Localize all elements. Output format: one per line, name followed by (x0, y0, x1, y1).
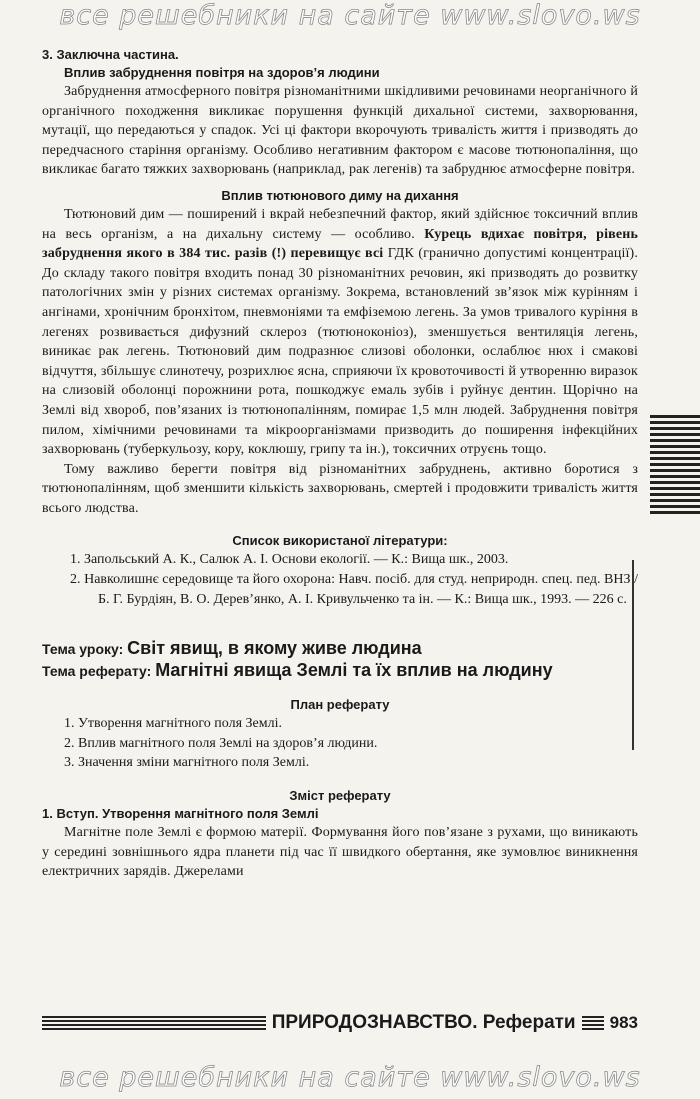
reference-item: 1. Запольський А. К., Салюк А. І. Основи екології. — К.: Вища шк., 2003. (70, 552, 509, 568)
reference-item: 2. Навколишнє середовище та його охорона: Навч. посіб. для студ. неприродн. спец. пед. ВНЗ / Б. Г. Бурдіян, В. О. Дерев’янко, А. І. Кривульченко та ін. — К.: Вища шк., 1993. — 226 с. (70, 572, 638, 607)
footer-stripes-right (582, 1016, 604, 1030)
paragraph-text: Тютюновий дим — поширений і вкрай небезпечний фактор, який здійснює токсичний вплив на весь організм, а на дихальну систему — особливо. (42, 206, 638, 242)
plan-item: 1. Утворення магнітного поля Землі. (64, 716, 282, 732)
page-number: 983 (609, 1013, 638, 1032)
plan-item: 2. Вплив магнітного поля Землі на здоров’я людини. (64, 735, 378, 751)
paragraph-bold-text: Курець вдихає повітря, рівень забруднення якого в 384 тис. разів (!) перевищує всі (42, 226, 638, 262)
lesson-topic-label: Тема уроку: (42, 641, 128, 658)
section-heading: 3. Заключна частина. (42, 47, 179, 62)
essay-topic (42, 660, 638, 682)
lesson-topic-value: Світ явищ, в якому живе людина (127, 638, 422, 659)
side-thumb-tab (650, 415, 700, 515)
plan-item: 3. Значення зміни магнітного поля Землі. (64, 755, 310, 771)
watermark-top: все решебники на сайте www.slovo.ws (59, 0, 641, 31)
content-title: Зміст реферату (289, 788, 391, 804)
page-content (42, 46, 638, 882)
footer-stripes-left (42, 1016, 266, 1030)
subsection-heading: Вплив тютюнового диму на дихання (221, 187, 459, 203)
lesson-topic (42, 638, 638, 660)
paragraph: Тому важливо берегти повітря від різноманітних забруднень, активно боротися з тютюнопалінням, щоб зменшити кількість захворювань, смертей і продовжити тривалість життя всього людства. (42, 461, 638, 516)
page-footer (42, 1010, 638, 1036)
paragraph: Магнітне поле Землі є формою матерії. Формування його пов’язане з рухами, що виникають у середині зовнішнього ядра планети під час її швидкого обертання, яке зумовлює виникнення електричних зарядів. Джерелами (42, 825, 638, 880)
footer-title: ПРИРОДОЗНАВСТВО. Реферати (271, 1012, 576, 1033)
section-subheading: Вплив забруднення повітря на здоров’я людини (64, 65, 380, 80)
watermark-bottom: все решебники на сайте www.slovo.ws (59, 1062, 641, 1093)
paragraph: Забруднення атмосферного повітря різноманітними шкідливими речовинами неорганічного й органічного походження викликає порушення функцій дихальної системи, захворювання, мутації, що передаються у спадок. Усі ці фактори вкорочують тривалість життя і призводять до передчасного старіння організму. Особливо негативним фактором є масове тютюнопаління, що викликає багато тяжких захворювань (наприклад, рак легенів) та забруднює атмосферне повітря. (42, 84, 638, 178)
references-list (42, 550, 638, 609)
plan-list (42, 714, 638, 773)
references-title: Список використаної літератури: (232, 533, 448, 549)
paragraph (42, 205, 638, 460)
content-section-heading: 1. Вступ. Утворення магнітного поля Землі (42, 806, 319, 822)
essay-topic-label: Тема реферату: (42, 663, 156, 680)
plan-title: План реферату (290, 697, 390, 713)
paragraph-text: ГДК (гранично допустимі концентрації). До складу такого повітря входить понад 30 різноманітних речовин, які призводять до розвитку патологічних змін у різних системах організму. Зокрема, встановлений зв’язок між курінням і ангінами, хронічним бронхітом, пневмоніями та емфіземою легень. За умов тривалого куріння в легенях розвивається дифузний склероз (тютюноконіоз), зменшується вентиляція легень, виникає рак легень. Тютюновий дим подразнює слизові оболонки, ослаблює нюх і смакові відчуття, збільшує слинотечу, розрихлює ясна, сприяючи їх кровоточивості й утворенню виразок на слизовій оболонці порожнини рота, пошкоджує емаль зубів і руйнує дентин. Щорічно на Землі від хвороб, пов’язаних із тютюнопалінням, помирає 1,5 млн людей. Забруднення повітря пилом, хімічними речовинами та мікроорганізмами призводить до поширення інфекційних захворювань (туберкульозу, кору, коклюшу, грипу та ін.), токсичних отруєнь тощо. (42, 246, 638, 458)
essay-topic-value: Магнітні явища Землі та їх вплив на людину (155, 660, 553, 681)
